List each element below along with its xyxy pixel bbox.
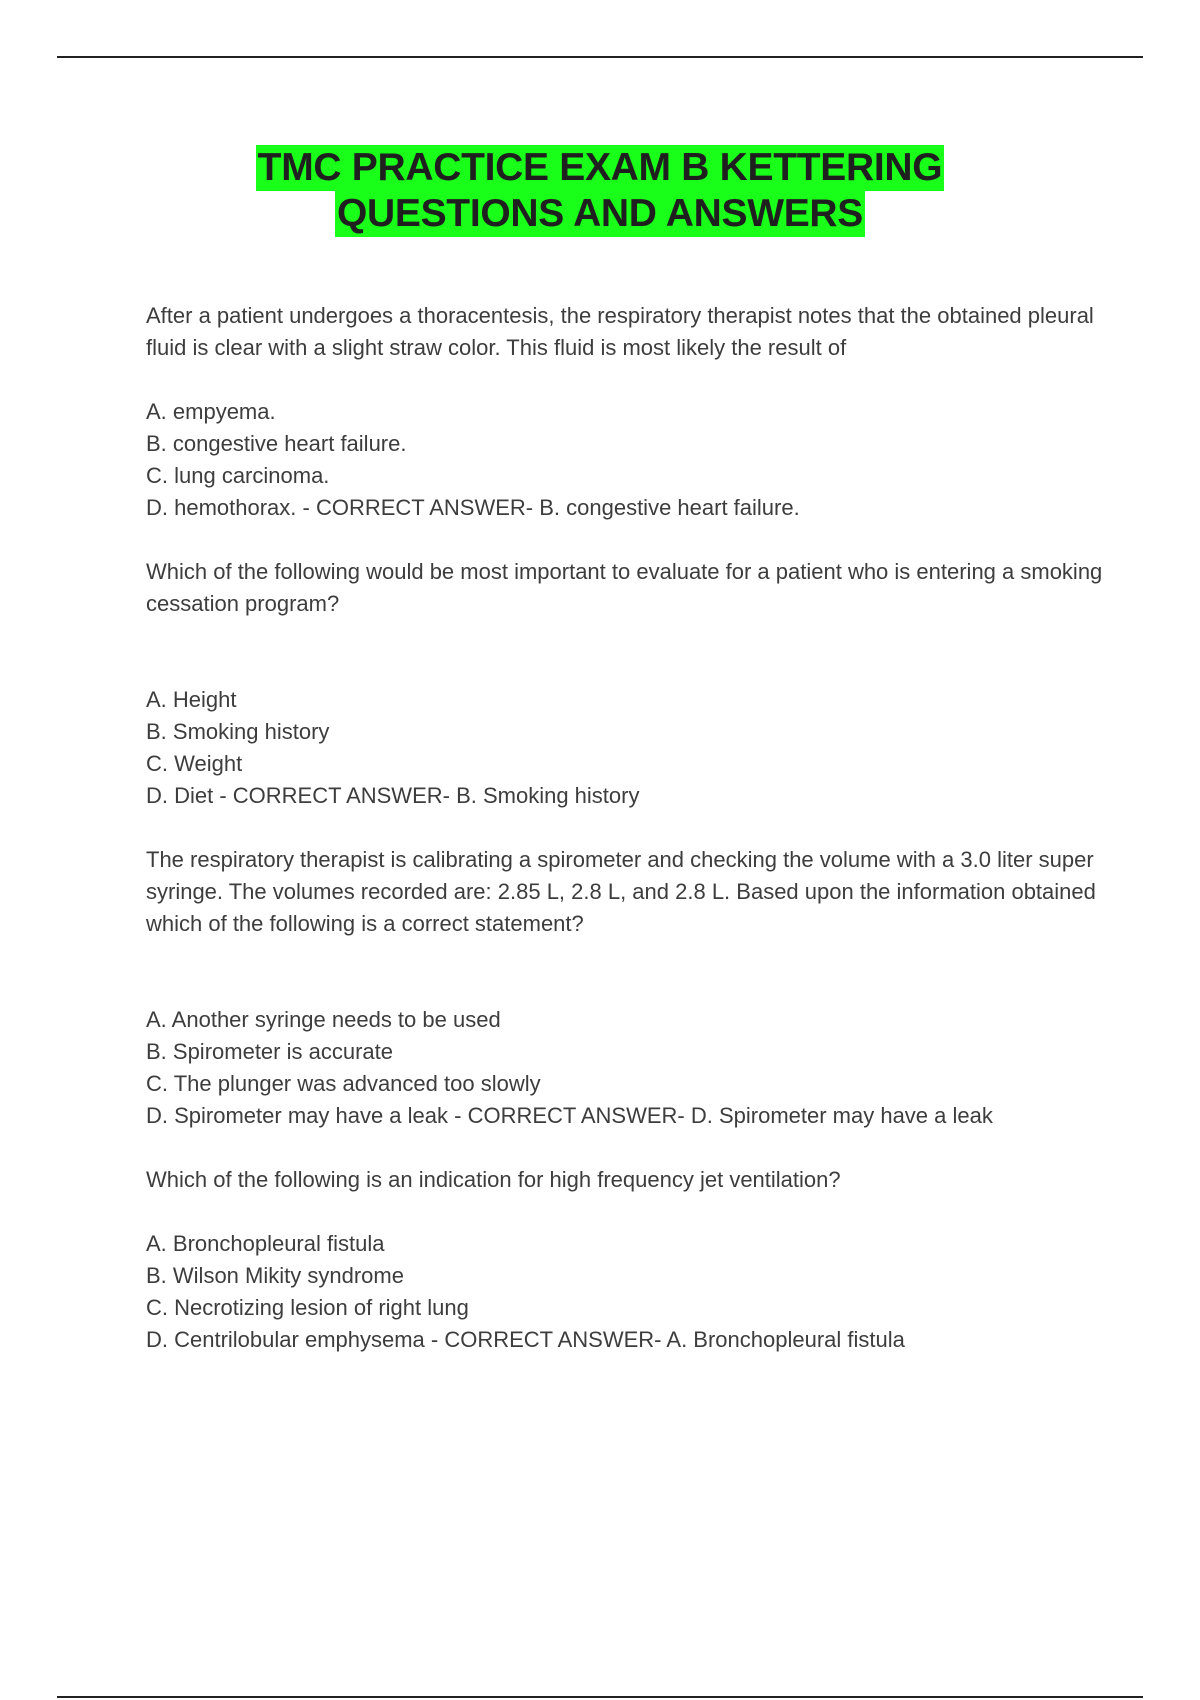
answer-option-with-correct-answer: D. Spirometer may have a leak - CORRECT ANSWER- D. Spirometer may have a leak — [146, 1103, 993, 1128]
question-block — [146, 300, 1106, 524]
answer-options — [146, 1228, 1106, 1356]
answer-option-with-correct-answer: D. Diet - CORRECT ANSWER- B. Smoking history — [146, 783, 640, 808]
footer-divider — [57, 1696, 1143, 1698]
answer-option: A. Another syringe needs to be used — [146, 1007, 501, 1032]
title-line-2: QUESTIONS AND ANSWERS — [336, 192, 863, 235]
answer-option: A. Height — [146, 687, 237, 712]
answer-options — [146, 1004, 1106, 1132]
document-title — [0, 145, 1200, 237]
answer-option: B. Wilson Mikity syndrome — [146, 1263, 404, 1288]
answer-option: A. empyema. — [146, 399, 276, 424]
question-text: Which of the following is an indication for high frequency jet ventilation? — [146, 1167, 841, 1192]
answer-option: C. lung carcinoma. — [146, 463, 330, 488]
answer-option-with-correct-answer: D. hemothorax. - CORRECT ANSWER- B. congestive heart failure. — [146, 495, 800, 520]
header-divider — [57, 56, 1143, 58]
answer-option-with-correct-answer: D. Centrilobular emphysema - CORRECT ANSWER- A. Bronchopleural fistula — [146, 1327, 905, 1352]
question-block — [146, 844, 1106, 1132]
question-text: The respiratory therapist is calibrating a spirometer and checking the volume with a 3.0 liter super syringe. The volumes recorded are: 2.85 L, 2.8 L, and 2.8 L. Based upon the information obtained which of the following is a correct statement? — [146, 847, 1096, 936]
answer-option: C. Weight — [146, 751, 243, 776]
answer-option: B. Spirometer is accurate — [146, 1039, 393, 1064]
question-text: After a patient undergoes a thoracentesis, the respiratory therapist notes that the obtained pleural fluid is clear with a slight straw color. This fluid is most likely the result of — [146, 303, 1094, 360]
question-block — [146, 556, 1106, 812]
answer-option: A. Bronchopleural fistula — [146, 1231, 385, 1256]
title-line-1: TMC PRACTICE EXAM B KETTERING — [257, 146, 943, 189]
answer-option: B. Smoking history — [146, 719, 330, 744]
question-list — [146, 300, 1106, 1356]
answer-option: B. congestive heart failure. — [146, 431, 407, 456]
answer-option: C. The plunger was advanced too slowly — [146, 1071, 541, 1096]
question-block — [146, 1164, 1106, 1356]
answer-options — [146, 396, 1106, 524]
answer-options — [146, 684, 1106, 812]
question-text: Which of the following would be most important to evaluate for a patient who is entering a smoking cessation program? — [146, 559, 1103, 616]
answer-option: C. Necrotizing lesion of right lung — [146, 1295, 469, 1320]
